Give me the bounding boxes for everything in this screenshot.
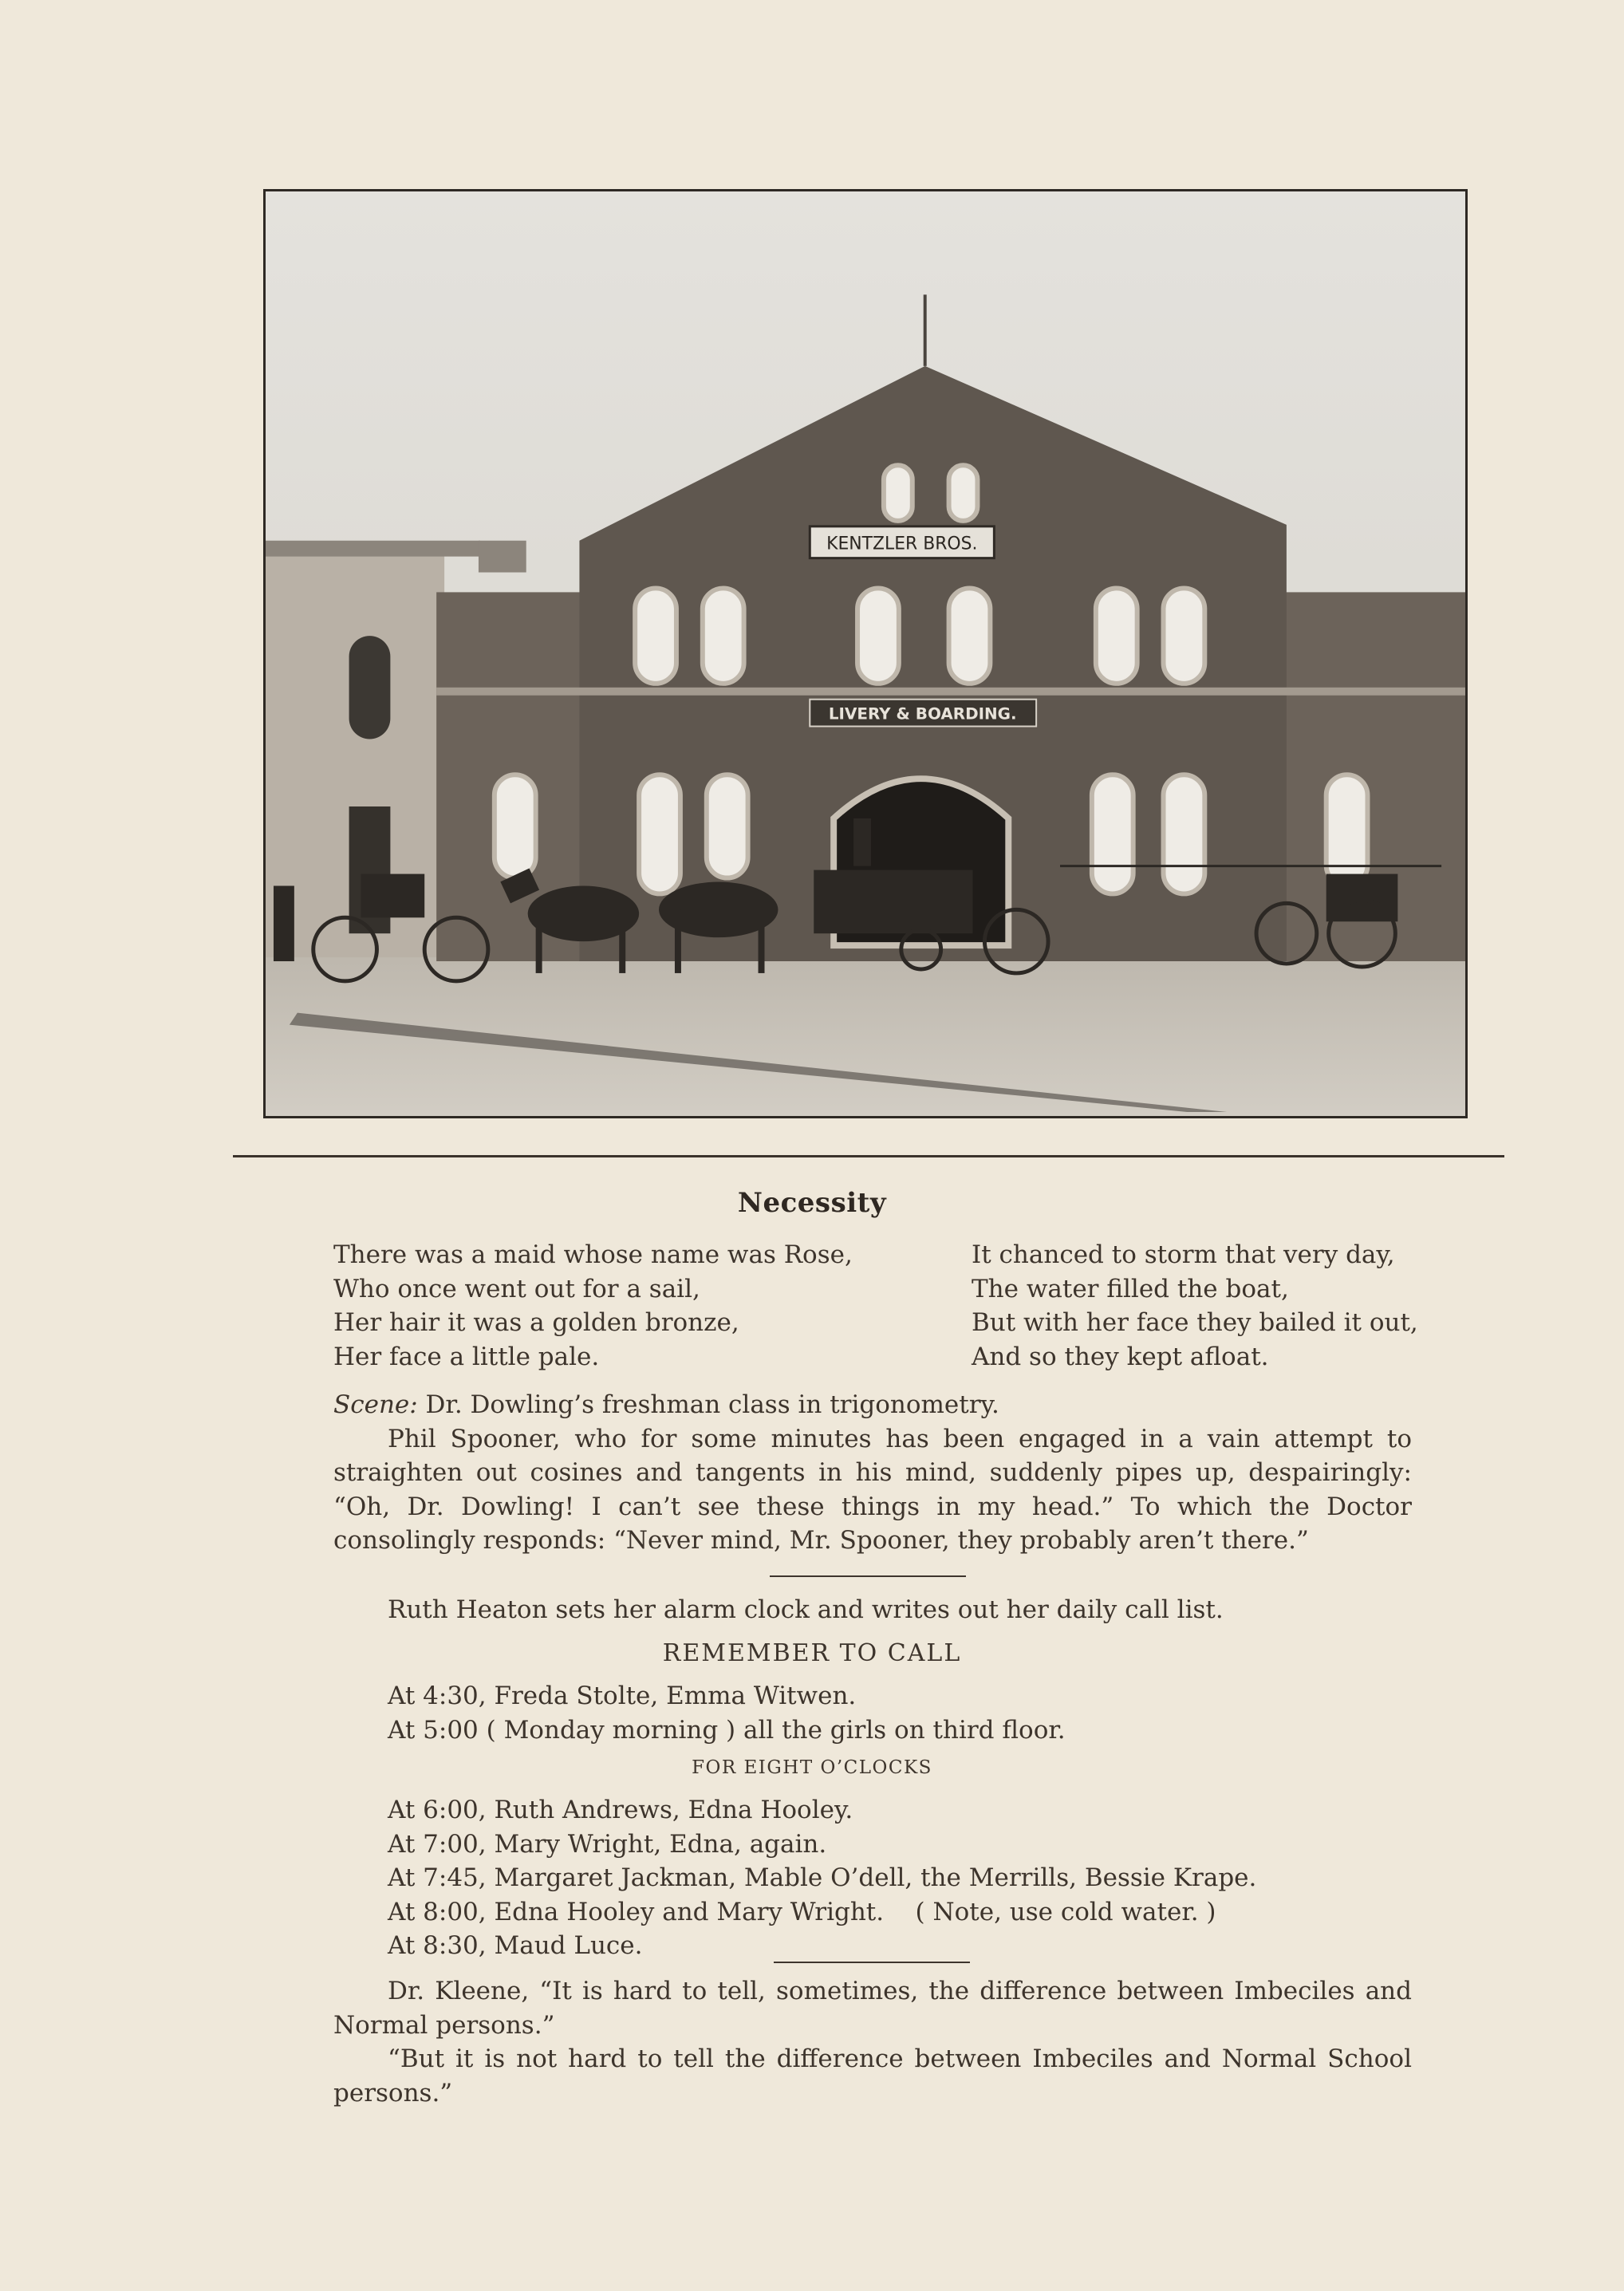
call-list-entry: At 7:45, Margaret Jackman, Mable O’dell, the Merrills, Bessie Krape.	[388, 1863, 1257, 1892]
sign-livery-boarding: LIVERY & BOARDING.	[828, 704, 1017, 724]
poem-left-stanza	[333, 1238, 853, 1374]
call-list-entry: At 6:00, Ruth Andrews, Edna Hooley.	[388, 1796, 853, 1824]
call-list-title: REMEMBER TO CALL	[662, 1639, 962, 1667]
scene-anecdote	[333, 1388, 1412, 1558]
section-heading: Necessity	[737, 1187, 887, 1219]
building-illustration	[266, 191, 1465, 1116]
short-divider	[774, 1962, 970, 1963]
call-list-subtitle: FOR EIGHT O’CLOCKS	[692, 1757, 932, 1778]
call-list-early	[388, 1679, 1066, 1747]
poem-line: Her hair it was a golden bronze,	[333, 1308, 739, 1337]
poem-line: Her face a little pale.	[333, 1342, 600, 1371]
closing-line: “But it is not hard to tell the difference between Imbeciles and Normal School persons.”	[333, 2045, 1412, 2108]
call-list-entry: At 5:00 ( Monday morning ) all the girls on third floor.	[388, 1715, 1066, 1745]
livery-stable-photograph	[263, 189, 1468, 1118]
sign-kentzler-bros: KENTZLER BROS.	[826, 534, 978, 554]
call-list-entry: At 8:30, Maud Luce.	[388, 1931, 643, 1960]
short-divider	[770, 1575, 966, 1577]
call-list-entry: At 8:00, Edna Hooley and Mary Wright. ( Note, use cold water. )	[388, 1897, 1216, 1926]
call-list-eight-oclocks	[388, 1793, 1256, 1963]
closing-line: Dr. Kleene, “It is hard to tell, sometimes, the difference between Imbeciles and Normal persons.”	[333, 1977, 1412, 2040]
call-list-entry: At 4:30, Freda Stolte, Emma Witwen.	[388, 1682, 857, 1710]
scene-text: Dr. Dowling’s freshman class in trigonometry.	[417, 1390, 999, 1419]
poem-line: Who once went out for a sail,	[333, 1274, 700, 1303]
poem-line: And so they kept afloat.	[972, 1342, 1269, 1371]
poem-line: It chanced to storm that very day,	[972, 1240, 1395, 1269]
poem-line: The water filled the boat,	[972, 1274, 1289, 1303]
section-divider	[233, 1155, 1504, 1157]
poem-right-stanza	[972, 1238, 1418, 1374]
call-list-intro: Ruth Heaton sets her alarm clock and writes out her daily call list.	[388, 1595, 1224, 1624]
scene-line	[333, 1388, 1412, 1422]
poem-line: There was a maid whose name was Rose,	[333, 1240, 853, 1269]
call-list-entry: At 7:00, Mary Wright, Edna, again.	[388, 1829, 827, 1859]
scene-label: Scene:	[333, 1390, 418, 1419]
closing-anecdote	[333, 1974, 1412, 2110]
scene-paragraph: Phil Spooner, who for some minutes has been engaged in a vain attempt to straighten out cosines and tangents in his mind, suddenly pipes up, despairingly: “Oh, Dr. Dowling! I can’t see these things in my head.” To which the Doctor consolingly responds: “Never mind, Mr. Spooner, they probably aren’t there.”	[333, 1424, 1412, 1555]
poem-line: But with her face they bailed it out,	[972, 1308, 1418, 1337]
